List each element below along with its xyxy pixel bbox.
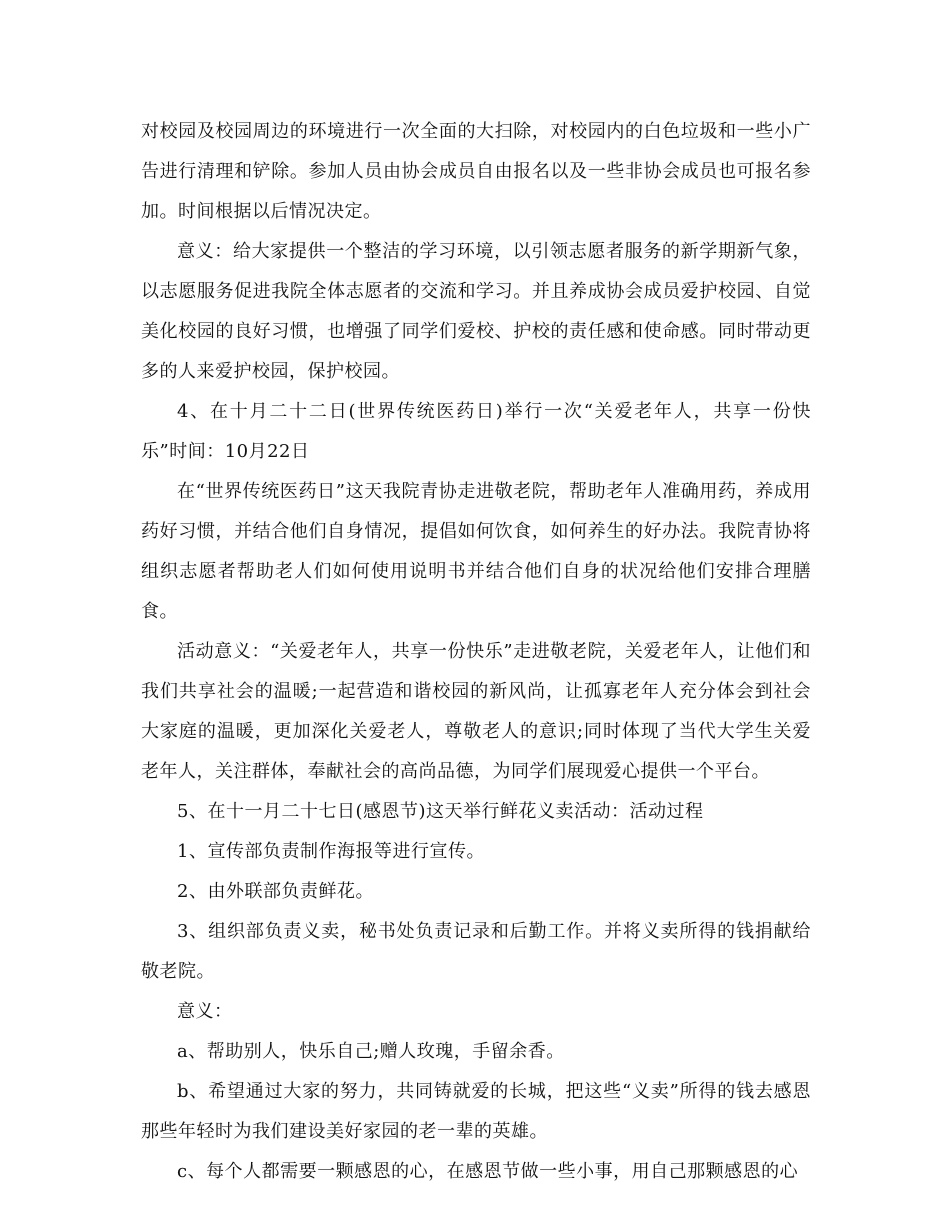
list-item-step-1: 1、宣传部负责制作海报等进行宣传。 bbox=[177, 841, 485, 862]
document-body bbox=[141, 112, 811, 1192]
paragraph-cleanup-meaning: 意义：给大家提供一个整洁的学习环境，以引领志愿者服务的新学期新气象，以志愿服务促进我院全体志愿者的交流和学习。并且养成协会成员爱护校园、自觉美化校园的良好习惯，也增强了同学们爱校、护校的责任感和使命感。同时带动更多的人来爱护校园，保护校园。 bbox=[141, 241, 811, 382]
list-item-meaning-b: b、希望通过大家的努力，共同铸就爱的长城，把这些“义卖”所得的钱去感恩那些年轻时为我们建设美好家园的老一辈的英雄。 bbox=[141, 1081, 811, 1142]
list-item-step-3: 3、组织部负责义卖，秘书处负责记录和后勤工作。并将义卖所得的钱捐献给敬老院。 bbox=[141, 921, 811, 982]
paragraph-cleanup-plan: 对校园及校园周边的环境进行一次全面的大扫除，对校园内的白色垃圾和一些小广告进行清理和铲除。参加人员由协会成员自由报名以及一些非协会成员也可报名参加。时间根据以后情况决定。 bbox=[141, 121, 811, 222]
paragraph-event-4-description: 在“世界传统医药日”这天我院青协走进敬老院，帮助老年人准确用药，养成用药好习惯，并结合他们自身情况，提倡如何饮食，如何养生的好办法。我院青协将组织志愿者帮助老人们如何使用说明书并结合他们自身的状况给他们安排合理膳食。 bbox=[141, 481, 811, 622]
paragraph-event-5-heading: 5、在十一月二十七日(感恩节)这天举行鲜花义卖活动：活动过程 bbox=[177, 801, 704, 822]
paragraph-event-4-heading: 4、在十月二十二日(世界传统医药日)举行一次“关爱老年人，共享一份快乐”时间：10月22日 bbox=[141, 401, 811, 462]
list-item-step-2: 2、由外联部负责鲜花。 bbox=[177, 881, 374, 902]
paragraph-meaning-label: 意义： bbox=[177, 1001, 233, 1022]
paragraph-event-4-meaning: 活动意义：“关爱老年人，共享一份快乐”走进敬老院，关爱老年人，让他们和我们共享社会的温暖;一起营造和谐校园的新风尚，让孤寡老年人充分体会到社会大家庭的温暖，更加深化关爱老人，尊敬老人的意识;同时体现了当代大学生关爱老年人，关注群体，奉献社会的高尚品德，为同学们展现爱心提供一个平台。 bbox=[141, 641, 811, 782]
list-item-meaning-c: c、每个人都需要一颗感恩的心，在感恩节做一些小事，用自己那颗感恩的心 bbox=[177, 1161, 799, 1182]
list-item-meaning-a: a、帮助别人，快乐自己;赠人玫瑰，手留余香。 bbox=[177, 1041, 565, 1062]
